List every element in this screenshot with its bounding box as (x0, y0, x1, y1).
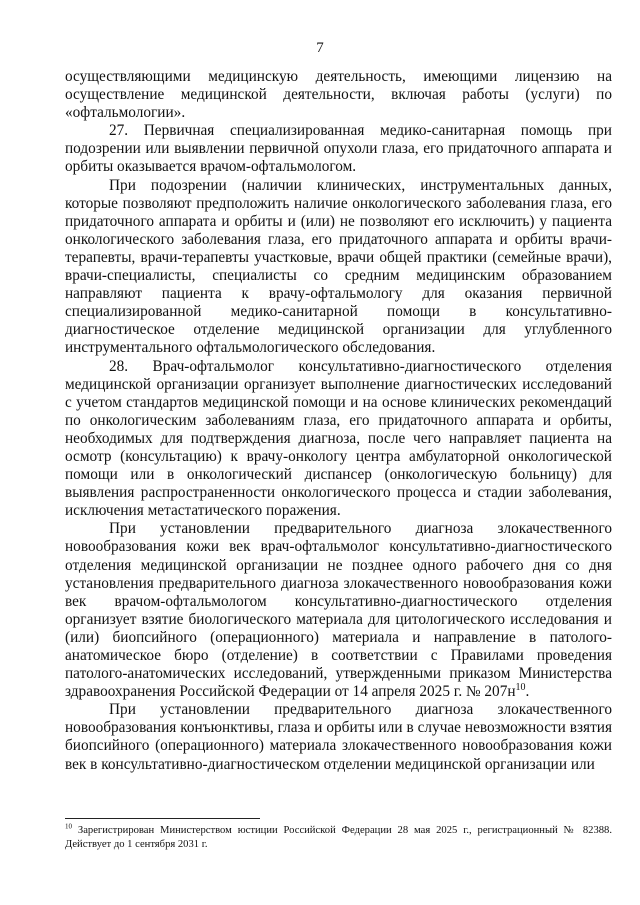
paragraph-eyelid-skin-diagnosis (65, 520, 612, 701)
page-number: 7 (316, 40, 324, 56)
footnote-text: Зарегистрирован Министерством юстиции Российской Федерации 28 мая 2025 г., регистрационный № 82388. Действует до 1 сентября 2031 г. (65, 825, 612, 850)
footnote-marker: 10 (65, 822, 72, 831)
paragraph-item-28: 28. Врач-офтальмолог консультативно-диагностического отделения медицинской организации организует выполнение диагностических исследований с учетом стандартов медицинской помощи и на основе клинических рекомендаций по онкологическим заболеваниям глаза, его придаточного аппарата и орбиты, необходимых для подтверждения диагноза, после чего направляет пациента на осмотр (консультацию) к врачу-онкологу центра амбулаторной онкологической помощи или в онкологический диспансер (онкологическую больницу) для выявления распространенности онкологического процесса и стадии заболевания, исключения метастатического поражения. (65, 357, 612, 520)
footnote (65, 824, 612, 851)
paragraph-suspicion-referral: При подозрении (наличии клинических, инструментальных данных, которые позволяют предположить наличие онкологического заболевания глаза, его придаточного аппарата и орбиты и (или) не позволяют его исключить) у пациента онкологического заболевания глаза, его придаточного аппарата и орбиты врачи-терапевты, врачи-терапевты участковые, врачи общей практики (семейные врачи), врачи-специалисты, специалисты со средним медицинским образованием направляют пациента к врачу-офтальмологу для оказания первичной специализированной медико-санитарной помощи в консультативно-диагностическое отделение медицинской организации для углубленного инструментального офтальмологического обследования. (65, 176, 612, 357)
paragraph-item-27: 27. Первичная специализированная медико-санитарная помощь при подозрении или выявлении первичной опухоли глаза, его придаточного аппарата и орбиты оказывается врачом-офтальмологом. (65, 122, 612, 176)
document-body (65, 68, 612, 774)
paragraph-license-continuation: осуществляющими медицинскую деятельность, имеющими лицензию на осуществление медицинской деятельности, включая работы (услуги) по «офтальмологии». (65, 68, 612, 122)
paragraph-eyelid-skin-end: . (525, 683, 530, 701)
footnote-reference: 10 (515, 682, 526, 694)
paragraph-conjunctiva-diagnosis: При установлении предварительного диагноза злокачественного новообразования конъюнктивы, глаза и орбиты или в случае невозможности взятия биопсийного (операционного) материала злокачественного новообразования кожи век в консультативно-диагностическом отделении медицинской организации или (65, 701, 612, 773)
footnote-divider (65, 818, 260, 819)
paragraph-eyelid-skin-text: При установлении предварительного диагноза злокачественного новообразования кожи век врач-офтальмолог консультативно-диагностического отделения медицинской организации не позднее одного рабочего дня со дня установления предварительного диагноза злокачественного новообразования кожи век врачом-офтальмологом консультативно-диагностического отделения организует взятие биологического материала для цитологического исследования и (или) биопсийного (операционного) материала и направление в патолого-анатомическое бюро (отделение) в соответствии с Правилами проведения патолого-анатомических исследований, утвержденными приказом Министерства здравоохранения Российской Федерации от 14 апреля 2025 г. № 207н (65, 520, 612, 701)
